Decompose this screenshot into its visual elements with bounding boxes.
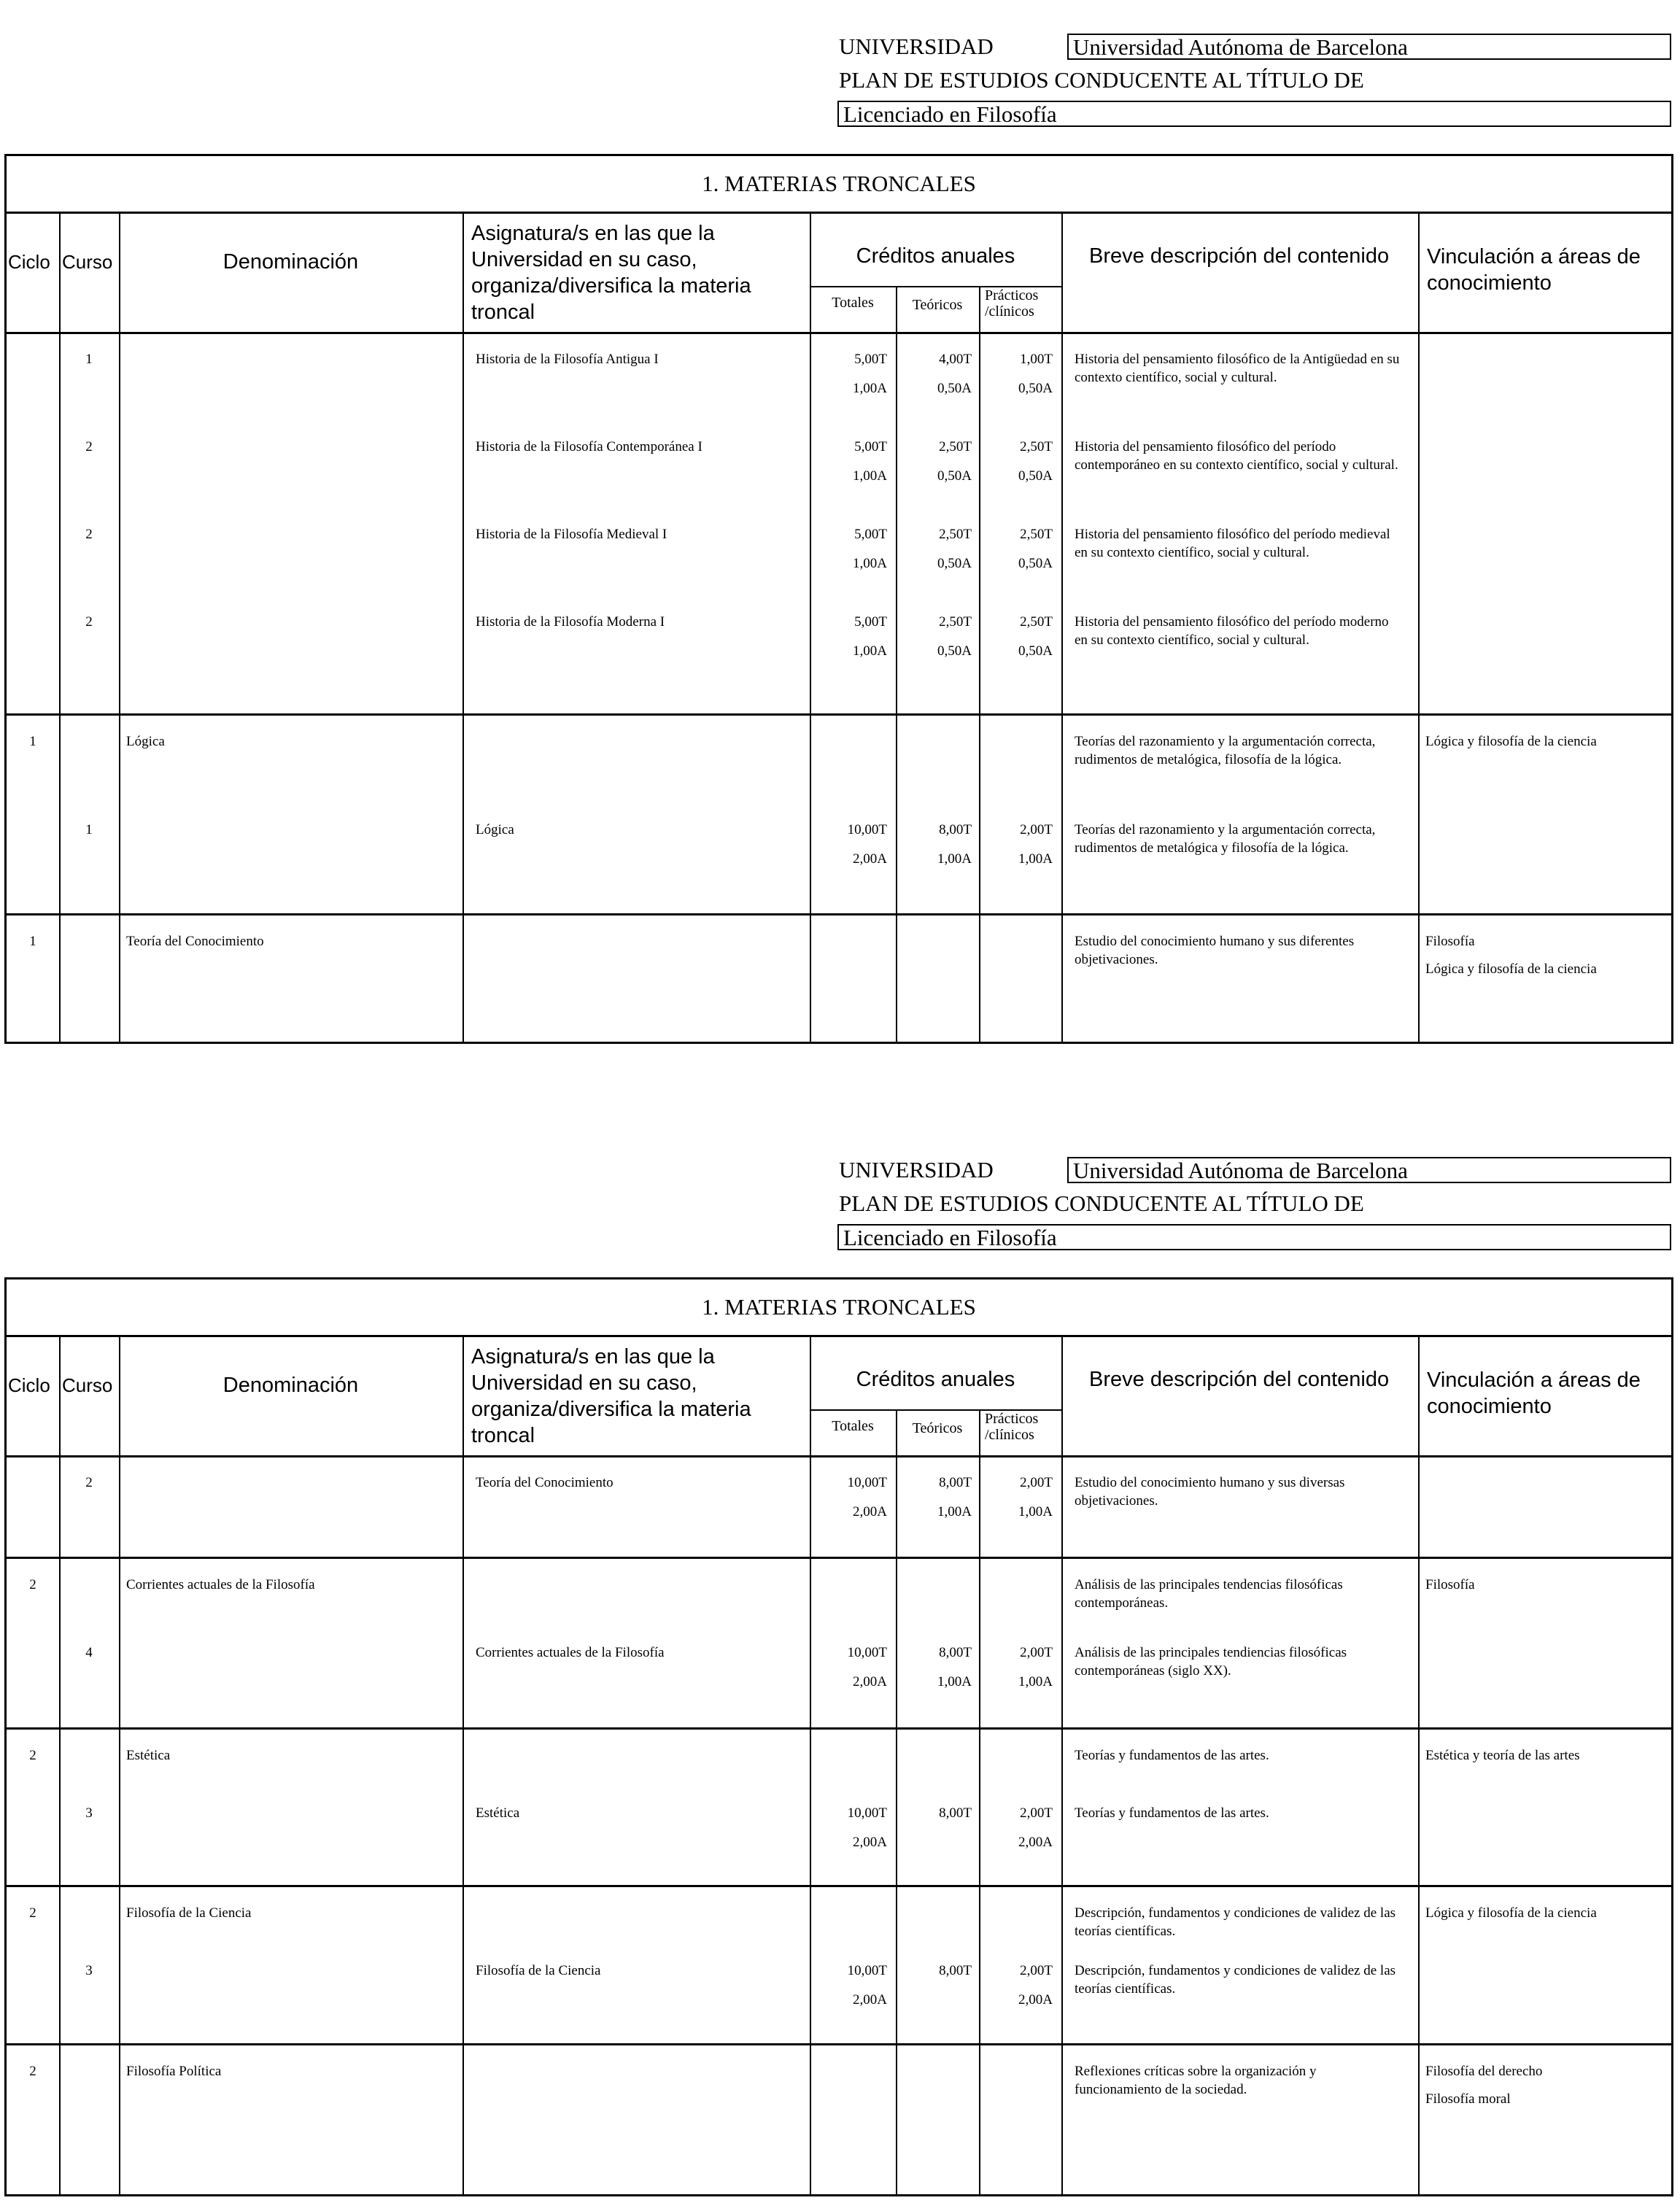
row-totales: 2,00A (853, 1674, 887, 1689)
page-2 (0, 1123, 1680, 2203)
row-curso: 1 (85, 822, 93, 837)
row-denominacion: Filosofía Política (126, 2064, 222, 2079)
row-totales: 2,00A (853, 1504, 887, 1519)
table-title: 1. MATERIAS TRONCALES (7, 1279, 1671, 1337)
row-descripcion: Análisis de las principales tendiencias filosóficas contemporáneas (siglo XX). (1075, 1645, 1347, 1679)
row-practicos: 2,50T (1020, 439, 1053, 454)
col-curso: Curso (62, 251, 113, 273)
row-teoricos: 1,00A (937, 851, 972, 867)
credit-column-line (979, 1409, 980, 2194)
row-descripcion: Teorías y fundamentos de las artes. (1075, 1805, 1269, 1821)
row-practicos: 0,50A (1018, 556, 1053, 571)
row-curso: 4 (85, 1645, 93, 1660)
row-asignatura: Teoría del Conocimiento (476, 1475, 613, 1490)
row-descripcion: Descripción, fundamentos y condiciones de validez de las teorías científicas. (1075, 1963, 1396, 1997)
row-ciclo: 2 (29, 1748, 36, 1763)
row-teoricos: 1,00A (937, 1674, 972, 1689)
row-practicos: 1,00A (1018, 1674, 1053, 1689)
col-creditos: Créditos anuales (856, 1368, 1015, 1391)
col-asignaturas: Asignatura/s en las que la Universidad en su caso, organiza/diversifica la materia troncal (471, 222, 751, 324)
row-asignatura: Historia de la Filosofía Medieval I (476, 527, 667, 542)
row-vinculacion: Filosofía (1425, 934, 1475, 949)
row-asignatura: Corrientes actuales de la Filosofía (476, 1645, 665, 1660)
row-curso: 2 (85, 439, 93, 454)
row-denominacion: Lógica (126, 734, 165, 749)
titulo-value: Licenciado en Filosofía (837, 101, 1671, 127)
column-line (119, 1336, 120, 2194)
titulo-value: Licenciado en Filosofía (837, 1224, 1671, 1250)
row-totales: 1,00A (853, 643, 887, 659)
group-separator (7, 713, 1671, 716)
row-teoricos: 4,00T (939, 352, 972, 367)
row-practicos: 0,50A (1018, 468, 1053, 484)
col-totales: Totales (832, 295, 874, 311)
row-denominacion: Teoría del Conocimiento (126, 934, 264, 949)
credit-column-line (896, 1409, 897, 2194)
row-descripcion: Teorías y fundamentos de las artes. (1075, 1748, 1269, 1763)
row-ciclo: 2 (29, 1577, 36, 1592)
row-practicos: 2,50T (1020, 527, 1053, 542)
row-curso: 2 (85, 614, 93, 630)
row-teoricos: 8,00T (939, 822, 972, 837)
column-line (59, 1336, 61, 2194)
row-descripcion: Reflexiones críticas sobre la organización y funcionamiento de la sociedad. (1075, 2064, 1317, 2097)
row-teoricos: 0,50A (937, 556, 972, 571)
page-1 (0, 0, 1680, 1080)
row-vinculacion: Filosofía del derecho (1425, 2064, 1543, 2079)
row-denominacion: Filosofía de la Ciencia (126, 1905, 252, 1921)
row-totales: 5,00T (854, 352, 887, 367)
row-ciclo: 1 (29, 934, 36, 949)
row-descripcion: Historia del pensamiento filosófico del período moderno en su contexto científico, social y cultural. (1075, 614, 1389, 648)
universidad-label: UNIVERSIDAD (839, 1157, 994, 1182)
col-descripcion: Breve descripción del contenido (1089, 244, 1390, 268)
row-ciclo: 2 (29, 2064, 36, 2079)
row-totales: 2,00A (853, 1992, 887, 2008)
row-vinculacion: Lógica y filosofía de la ciencia (1425, 961, 1597, 977)
row-practicos: 0,50A (1018, 381, 1053, 396)
column-line (119, 213, 120, 1042)
row-totales: 5,00T (854, 614, 887, 630)
col-ciclo: Ciclo (8, 1374, 50, 1396)
credit-column-line (979, 286, 980, 1042)
row-teoricos: 8,00T (939, 1963, 972, 1978)
row-practicos: 2,00T (1020, 1805, 1053, 1821)
col-vinculacion: Vinculación a áreas de conocimiento (1427, 1368, 1641, 1418)
row-practicos: 2,50T (1020, 614, 1053, 630)
row-asignatura: Lógica (476, 822, 514, 837)
row-practicos: 2,00A (1018, 1992, 1053, 2008)
row-descripcion: Historia del pensamiento filosófico del período contemporáneo en su contexto científico, social y cultural. (1075, 439, 1398, 473)
row-practicos: 1,00T (1020, 352, 1053, 367)
row-asignatura: Historia de la Filosofía Contemporánea I (476, 439, 702, 454)
col-descripcion: Breve descripción del contenido (1089, 1368, 1390, 1391)
row-descripcion: Teorías del razonamiento y la argumentación correcta, rudimentos de metalógica y filosofía de la lógica. (1075, 822, 1376, 856)
col-ciclo: Ciclo (8, 251, 50, 273)
col-asignaturas: Asignatura/s en las que la Universidad en su caso, organiza/diversifica la materia troncal (471, 1345, 751, 1447)
row-totales: 10,00T (847, 1963, 887, 1978)
row-descripcion: Estudio del conocimiento humano y sus diferentes objetivaciones. (1075, 934, 1355, 967)
group-separator (7, 1557, 1671, 1559)
universidad-value: Universidad Autónoma de Barcelona (1067, 1157, 1671, 1183)
plan-label: PLAN DE ESTUDIOS CONDUCENTE AL TÍTULO DE (839, 1190, 1364, 1216)
materias-table (4, 154, 1673, 1044)
col-curso: Curso (62, 1374, 113, 1396)
row-teoricos: 0,50A (937, 381, 972, 396)
column-line (1418, 213, 1420, 1042)
row-asignatura: Historia de la Filosofía Antigua I (476, 352, 659, 367)
row-descripcion: Estudio del conocimiento humano y sus diversas objetivaciones. (1075, 1475, 1345, 1509)
universidad-label: UNIVERSIDAD (839, 34, 994, 59)
row-totales: 1,00A (853, 556, 887, 571)
row-teoricos: 2,50T (939, 614, 972, 630)
column-line (1061, 213, 1063, 1042)
row-teoricos: 0,50A (937, 468, 972, 484)
row-curso: 3 (85, 1963, 93, 1978)
row-vinculacion: Lógica y filosofía de la ciencia (1425, 1905, 1597, 1921)
row-descripcion: Historia del pensamiento filosófico del período medieval en su contexto científico, social y cultural. (1075, 527, 1390, 560)
row-descripcion: Teorías del razonamiento y la argumentación correcta, rudimentos de metalógica, filosofía de la lógica. (1075, 734, 1376, 767)
row-curso: 1 (85, 352, 93, 367)
row-practicos: 1,00A (1018, 1504, 1053, 1519)
row-asignatura: Historia de la Filosofía Moderna I (476, 614, 665, 630)
col-vinculacion: Vinculación a áreas de conocimiento (1427, 245, 1641, 295)
row-teoricos: 1,00A (937, 1504, 972, 1519)
materias-table (4, 1277, 1673, 2196)
col-denominacion: Denominación (222, 250, 359, 274)
col-practicos: Prácticos /clínicos (985, 1411, 1039, 1443)
row-totales: 10,00T (847, 1805, 887, 1821)
row-vinculacion: Estética y teoría de las artes (1425, 1748, 1580, 1763)
row-descripcion: Historia del pensamiento filosófico de la Antigüedad en su contexto científico, social y cultural. (1075, 352, 1400, 385)
plan-label: PLAN DE ESTUDIOS CONDUCENTE AL TÍTULO DE (839, 67, 1364, 93)
row-curso: 2 (85, 1475, 93, 1490)
credit-column-line (896, 286, 897, 1042)
group-separator (7, 913, 1671, 915)
row-denominacion: Corrientes actuales de la Filosofía (126, 1577, 315, 1592)
row-practicos: 2,00T (1020, 1963, 1053, 1978)
row-totales: 10,00T (847, 1475, 887, 1490)
row-denominacion: Estética (126, 1748, 171, 1763)
column-line (462, 213, 464, 1042)
row-practicos: 2,00T (1020, 1475, 1053, 1490)
col-practicos: Prácticos /clínicos (985, 287, 1039, 320)
group-separator (7, 2043, 1671, 2045)
row-totales: 1,00A (853, 381, 887, 396)
col-teoricos: Teóricos (912, 1420, 963, 1436)
col-totales: Totales (832, 1418, 874, 1434)
row-asignatura: Estética (476, 1805, 520, 1821)
row-descripcion: Descripción, fundamentos y condiciones de validez de las teorías científicas. (1075, 1905, 1396, 1939)
row-totales: 5,00T (854, 527, 887, 542)
col-teoricos: Teóricos (912, 297, 963, 313)
row-curso: 3 (85, 1805, 93, 1821)
row-descripcion: Análisis de las principales tendencias filosóficas contemporáneas. (1075, 1577, 1343, 1611)
table-title: 1. MATERIAS TRONCALES (7, 156, 1671, 214)
row-asignatura: Filosofía de la Ciencia (476, 1963, 601, 1978)
row-teoricos: 2,50T (939, 439, 972, 454)
row-totales: 10,00T (847, 1645, 887, 1660)
row-teoricos: 8,00T (939, 1805, 972, 1821)
group-separator (7, 1885, 1671, 1887)
group-separator (7, 1727, 1671, 1730)
row-totales: 2,00A (853, 1835, 887, 1850)
col-denominacion: Denominación (222, 1374, 359, 1397)
row-teoricos: 0,50A (937, 643, 972, 659)
column-line (1418, 1336, 1420, 2194)
row-practicos: 2,00T (1020, 1645, 1053, 1660)
row-practicos: 0,50A (1018, 643, 1053, 659)
column-line (810, 1336, 811, 2194)
row-vinculacion: Filosofía (1425, 1577, 1475, 1592)
row-practicos: 2,00A (1018, 1835, 1053, 1850)
col-creditos: Créditos anuales (856, 244, 1015, 268)
row-practicos: 1,00A (1018, 851, 1053, 867)
row-totales: 10,00T (847, 822, 887, 837)
row-teoricos: 2,50T (939, 527, 972, 542)
row-teoricos: 8,00T (939, 1475, 972, 1490)
column-line (1061, 1336, 1063, 2194)
universidad-value: Universidad Autónoma de Barcelona (1067, 34, 1671, 60)
row-totales: 1,00A (853, 468, 887, 484)
row-ciclo: 2 (29, 1905, 36, 1921)
row-practicos: 2,00T (1020, 822, 1053, 837)
row-totales: 2,00A (853, 851, 887, 867)
row-curso: 2 (85, 527, 93, 542)
header-bottom-line (7, 332, 1671, 334)
row-teoricos: 8,00T (939, 1645, 972, 1660)
row-ciclo: 1 (29, 734, 36, 749)
header-bottom-line (7, 1455, 1671, 1457)
row-vinculacion: Lógica y filosofía de la ciencia (1425, 734, 1597, 749)
row-vinculacion: Filosofía moral (1425, 2091, 1511, 2107)
row-totales: 5,00T (854, 439, 887, 454)
column-line (462, 1336, 464, 2194)
